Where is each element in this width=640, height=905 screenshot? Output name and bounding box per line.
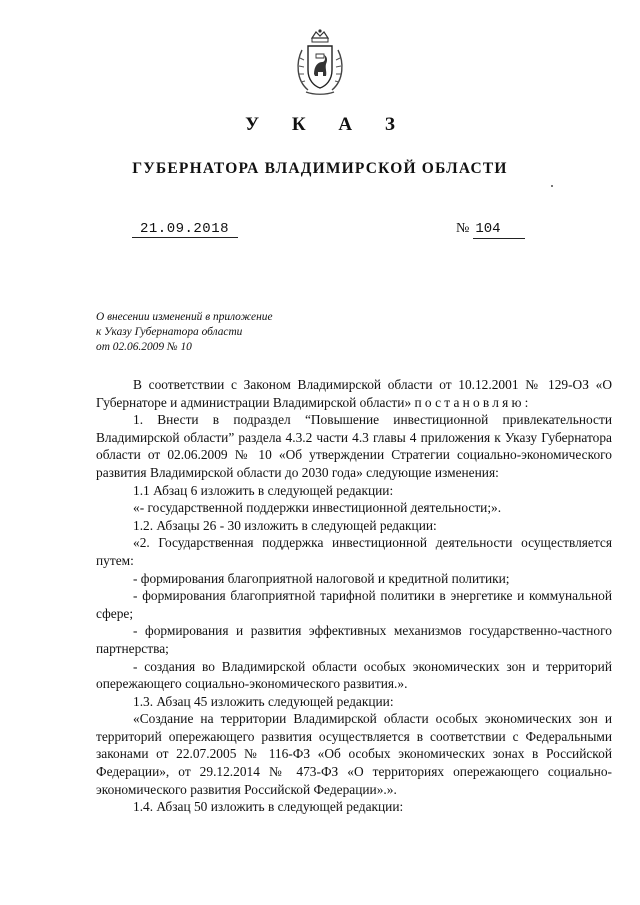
document-number (456, 220, 525, 239)
body-paragraph: 1.2. Абзацы 26 - 30 изложить в следующей редакции: (133, 517, 437, 533)
document-subject (96, 310, 273, 355)
coat-of-arms-icon (292, 28, 348, 98)
body-paragraph: 1. Внести в подраздел “Повышение инвестиционной привлекательности Владимирской области” раздела 4.3.2 части 4.3 главы 4 приложения к Указу Губернатора области от 02.06.2009 № 10 «Об утверждении Стратегии социально-экономического развития Владимирской области до 2030 года» следующие изменения: (96, 412, 612, 480)
preamble-verb: постановляю: (414, 394, 532, 410)
scan-speck (551, 185, 553, 187)
subject-line: О внесении изменений в приложение (96, 311, 273, 323)
number-sign: № (456, 221, 470, 236)
number-value: 104 (473, 221, 525, 239)
body-paragraph: «2. Государственная поддержка инвестиционной деятельности осуществляется путем: (96, 535, 612, 568)
body-paragraph: 1.1 Абзац 6 изложить в следующей редакции: (133, 482, 394, 498)
preamble-text: В соответствии с Законом Владимирской области от 10.12.2001 № 129-ОЗ «О Губернаторе и администрации Владимирской области» (96, 377, 612, 410)
document-subtitle: ГУБЕРНАТОРА ВЛАДИМИРСКОЙ ОБЛАСТИ (132, 160, 508, 177)
body-paragraph: 1.3. Абзац 45 изложить следующей редакции: (133, 693, 394, 709)
document-title: У К А З (245, 114, 409, 135)
body-paragraph: - формирования благоприятной тарифной политики в энергетике и коммунальной сфере; (96, 588, 612, 621)
document-date: 21.09.2018 (132, 221, 238, 238)
subject-line: к Указу Губернатора области (96, 326, 243, 338)
preamble-paragraph (96, 376, 612, 411)
body-paragraph: - формирования благоприятной налоговой и кредитной политики; (133, 570, 510, 586)
body-paragraph: - создания во Владимирской области особых экономических зон и территорий опережающего социально-экономического развития.». (96, 658, 612, 692)
subject-line: от 02.06.2009 № 10 (96, 341, 192, 353)
body-paragraph: 1.4. Абзац 50 изложить в следующей редакции: (133, 799, 404, 815)
document-body (96, 376, 612, 816)
body-paragraph: «Создание на территории Владимирской области особых экономических зон и территорий опережающего развития осуществляется в соответствии с Федеральными законами от 22.07.2005 № 116-ФЗ «Об особых экономических зонах в Российской Федерации», от 29.12.2014 № 473-ФЗ «О территориях опережающего социально-экономического развития Российской Федерации».». (96, 711, 612, 797)
body-paragraph: - формирования и развития эффективных механизмов государственно-частного партнерства; (96, 623, 612, 656)
body-paragraph: «- государственной поддержки инвестиционной деятельности;». (133, 500, 502, 516)
